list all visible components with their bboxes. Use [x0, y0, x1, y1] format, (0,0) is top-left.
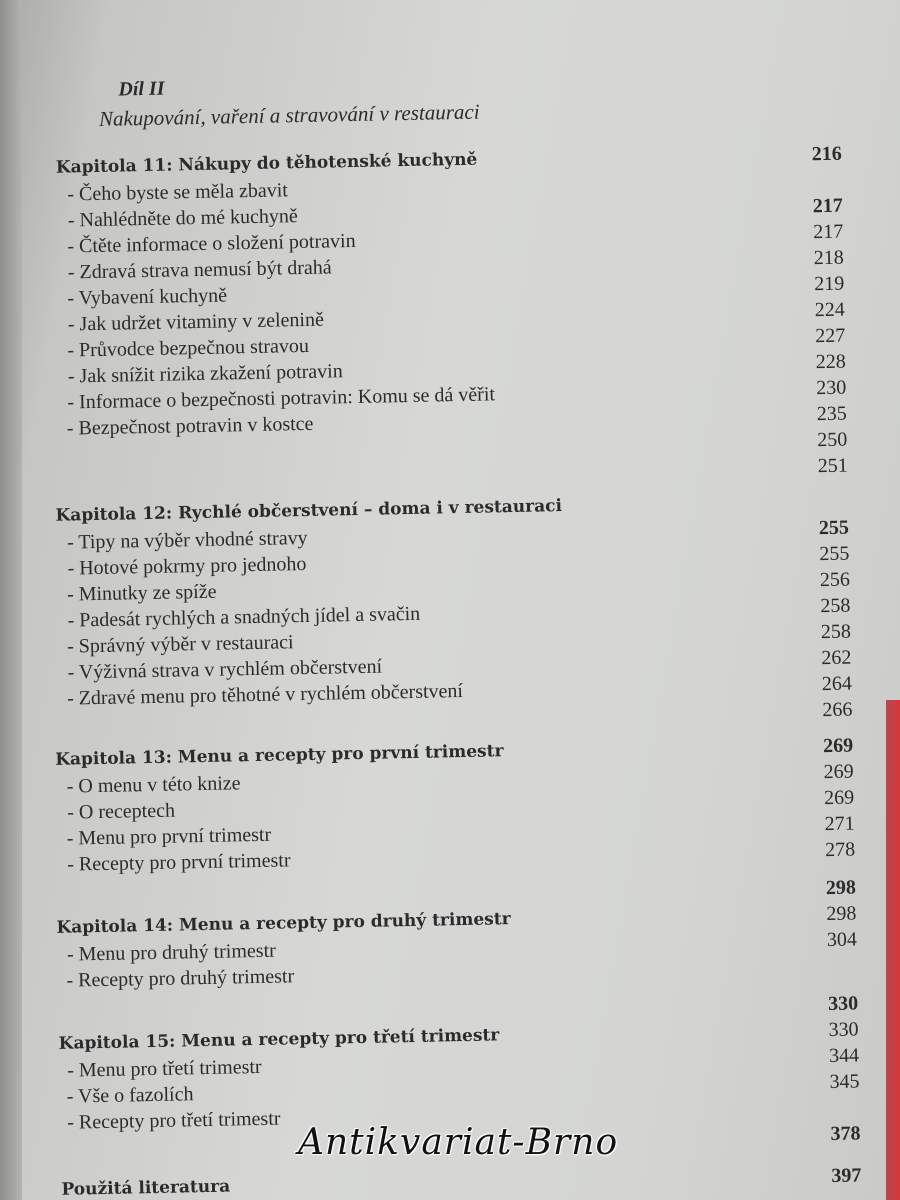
entry-title: - Správný výběr v restauraci — [66, 631, 294, 658]
page-number: 330 — [827, 992, 859, 1016]
entry-title: - Recepty pro třetí trimestr — [67, 1107, 281, 1134]
page-number: 262 — [821, 646, 852, 670]
entry-title: - Informace o bezpečnosti potravin: Komu se dá věřit — [67, 383, 496, 414]
page-number: 251 — [817, 454, 848, 478]
chapter-title: Kapitola 15: Menu a recepty pro třetí trimestr — [58, 1025, 500, 1054]
page-number: 217 — [813, 220, 844, 244]
page-number: 269 — [823, 786, 855, 810]
page-number: 255 — [819, 542, 850, 566]
page-number: 330 — [828, 1018, 859, 1042]
entry-title: - Bezpečnost potravin v kostce — [66, 412, 314, 440]
entry-title: - Jak snížit rizika zkažení potravin — [67, 360, 343, 388]
page-number: 269 — [822, 734, 854, 758]
page-number: 219 — [814, 272, 845, 296]
page-number: 258 — [820, 594, 851, 618]
page-number: 269 — [823, 760, 854, 784]
chapter-title: Kapitola 14: Menu a recepty pro druhý trimestr — [56, 909, 511, 938]
page-number: 271 — [824, 812, 855, 836]
chapter-title: Použitá literatura — [61, 1176, 231, 1200]
page-number: 397 — [831, 1164, 862, 1188]
entry-title: - Vybavení kuchyně — [67, 284, 228, 310]
page-number: 235 — [816, 402, 847, 426]
page-number: 345 — [829, 1070, 860, 1094]
entry-title: - Vše o fazolích — [66, 1083, 194, 1108]
entry-title: - Menu pro první trimestr — [66, 823, 272, 850]
page-number: 266 — [822, 698, 853, 722]
red-book-edge — [886, 700, 900, 1200]
page-number: 250 — [817, 428, 848, 452]
entry-title: - Menu pro druhý trimestr — [66, 939, 277, 966]
toc-chapter-row — [61, 1164, 861, 1200]
page-number: 278 — [824, 838, 856, 862]
chapter-title: Kapitola 13: Menu a recepty pro první trimestr — [55, 741, 504, 770]
page-number: 264 — [821, 672, 853, 696]
page-number: 304 — [826, 928, 858, 952]
entry-title: - Zdravé menu pro těhotné v rychlém občerstvení — [66, 679, 464, 710]
part-title: Nakupování, vaření a stravování v restauraci — [98, 99, 480, 131]
entry-title: - Padesát rychlých a snadných jídel a svačin — [67, 602, 421, 632]
entry-title: - Průvodce bezpečnou stravou — [67, 334, 310, 362]
entry-title: - Nahlédněte do mé kuchyně — [67, 205, 298, 232]
entry-title: - Menu pro třetí trimestr — [67, 1055, 262, 1082]
entry-title: - Výživná strava v rychlém občerstvení — [67, 655, 383, 684]
table-of-contents — [40, 54, 882, 1200]
entry-title: - Čtěte informace o složení potravin — [67, 229, 356, 258]
page-number: 217 — [812, 194, 843, 218]
page-number: 378 — [830, 1122, 861, 1146]
watermark-stamp: Antikvariat-Brno — [298, 1122, 619, 1163]
entry-title: - Zdravá strava nemusí být drahá — [67, 256, 332, 284]
page-number: 255 — [818, 516, 850, 540]
page-number: 230 — [816, 376, 847, 400]
page-number: 258 — [820, 620, 852, 644]
page-number: 298 — [826, 902, 857, 926]
page-gutter-shadow — [0, 0, 22, 1200]
chapter-title: Kapitola 12: Rychlé občerstvení – doma i v restauraci — [55, 496, 563, 526]
entry-title: - Čeho byste se měla zbavit — [67, 179, 289, 206]
chapter-title: Kapitola 11: Nákupy do těhotenské kuchyně — [55, 149, 478, 178]
page-number: 227 — [815, 324, 846, 348]
entry-title: - Minutky ze spíže — [66, 580, 217, 606]
page-number: 218 — [813, 246, 844, 270]
page-number: 298 — [825, 876, 857, 900]
page-number: 228 — [815, 350, 846, 374]
entry-title: - O menu v této knize — [66, 772, 241, 798]
entry-title: - Tipy na výběr vhodné stravy — [66, 526, 308, 554]
entry-title: - O receptech — [67, 799, 176, 824]
entry-title: - Jak udržet vitaminy v zelenině — [67, 308, 325, 336]
entry-title: - Recepty pro první trimestr — [67, 849, 291, 876]
entry-title: - Recepty pro druhý trimestr — [66, 965, 295, 992]
entry-title: - Hotové pokrmy pro jednoho — [67, 552, 307, 580]
page-number: 224 — [814, 298, 845, 322]
page-number: 344 — [828, 1044, 860, 1068]
page-number: 216 — [811, 142, 842, 166]
part-label: Díl II — [118, 77, 165, 101]
page-number: 256 — [819, 568, 851, 592]
